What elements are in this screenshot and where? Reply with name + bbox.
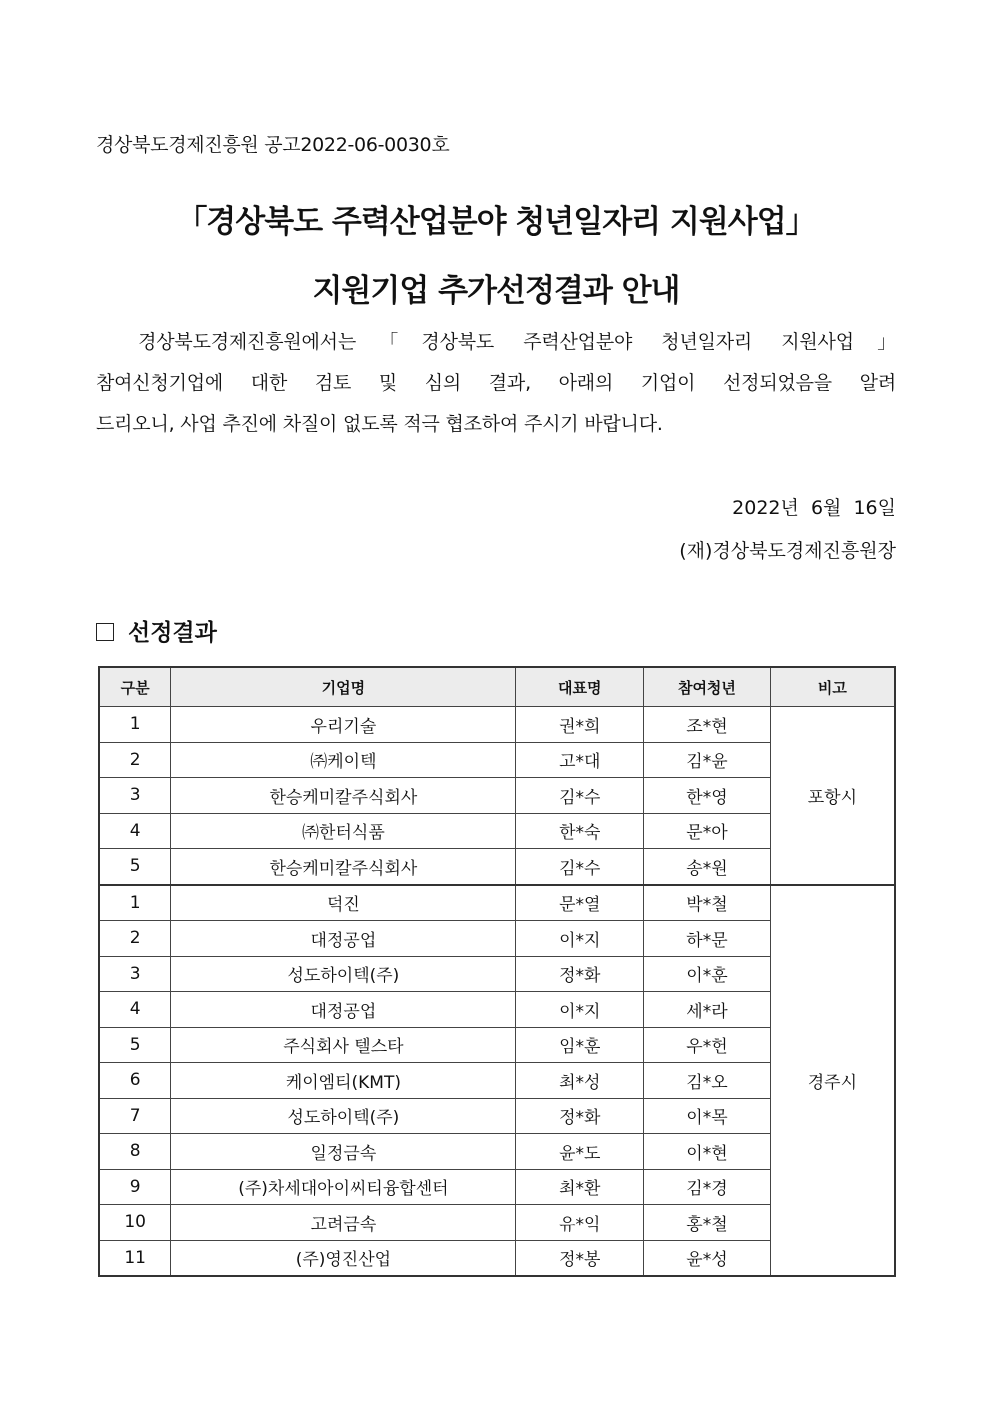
row-number-cell: 3 — [99, 956, 171, 992]
representative-cell: 이*지 — [516, 992, 644, 1028]
participant-cell: 문*아 — [644, 813, 771, 849]
table-header-row — [99, 667, 895, 707]
row-number-cell: 10 — [99, 1205, 171, 1241]
participant-cell: 한*영 — [644, 778, 771, 814]
company-name-cell: ㈜한터식품 — [171, 813, 516, 849]
participant-cell: 박*철 — [644, 885, 771, 921]
representative-cell: 최*환 — [516, 1169, 644, 1205]
results-table — [98, 666, 896, 1277]
header-cell: 비고 — [770, 667, 895, 707]
row-number-cell: 11 — [99, 1240, 171, 1276]
section-title: 선정결과 — [128, 619, 217, 646]
body-line: 경상북도경제진흥원에서는「경상북도 주력산업분야 청년일자리 지원사업」 — [96, 331, 896, 353]
row-number-cell: 1 — [99, 885, 171, 921]
participant-cell: 윤*성 — [644, 1240, 771, 1276]
header-cell: 구분 — [99, 667, 171, 707]
participant-cell: 이*목 — [644, 1098, 771, 1134]
header-cell: 기업명 — [171, 667, 516, 707]
representative-cell: 정*화 — [516, 1098, 644, 1134]
table-row — [99, 707, 895, 743]
company-name-cell: (주)차세대아이씨티융합센터 — [171, 1169, 516, 1205]
company-name-cell: 한승케미칼주식회사 — [171, 849, 516, 885]
section-heading — [96, 614, 217, 647]
row-number-cell: 4 — [99, 813, 171, 849]
representative-cell: 한*숙 — [516, 813, 644, 849]
row-number-cell: 4 — [99, 992, 171, 1028]
company-name-cell: 우리기술 — [171, 707, 516, 743]
notice-body — [96, 322, 896, 445]
notice-number: 경상북도경제진흥원 공고2022-06-0030호 — [96, 134, 450, 156]
company-name-cell: ㈜케이텍 — [171, 742, 516, 778]
region-cell: 포항시 — [770, 707, 895, 885]
representative-cell: 임*훈 — [516, 1027, 644, 1063]
row-number-cell: 1 — [99, 707, 171, 743]
company-name-cell: 대정공업 — [171, 992, 516, 1028]
company-name-cell: 일정금속 — [171, 1134, 516, 1170]
row-number-cell: 2 — [99, 921, 171, 957]
row-number-cell: 5 — [99, 849, 171, 885]
company-name-cell: (주)영진산업 — [171, 1240, 516, 1276]
company-name-cell: 대정공업 — [171, 921, 516, 957]
participant-cell: 우*헌 — [644, 1027, 771, 1063]
region-cell: 경주시 — [770, 885, 895, 1277]
representative-cell: 유*익 — [516, 1205, 644, 1241]
representative-cell: 윤*도 — [516, 1134, 644, 1170]
participant-cell: 하*문 — [644, 921, 771, 957]
participant-cell: 세*라 — [644, 992, 771, 1028]
company-name-cell: 덕진 — [171, 885, 516, 921]
table-row — [99, 885, 895, 921]
participant-cell: 이*훈 — [644, 956, 771, 992]
company-name-cell: 한승케미칼주식회사 — [171, 778, 516, 814]
company-name-cell: 성도하이텍(주) — [171, 956, 516, 992]
representative-cell: 김*수 — [516, 849, 644, 885]
representative-cell: 최*성 — [516, 1063, 644, 1099]
body-line: 드리오니, 사업 추진에 차질이 없도록 적극 협조하여 주시기 바랍니다. — [96, 413, 663, 435]
row-number-cell: 5 — [99, 1027, 171, 1063]
representative-cell: 고*대 — [516, 742, 644, 778]
table-body — [99, 707, 895, 1277]
representative-cell: 정*봉 — [516, 1240, 644, 1276]
row-number-cell: 7 — [99, 1098, 171, 1134]
representative-cell: 권*희 — [516, 707, 644, 743]
company-name-cell: 고려금속 — [171, 1205, 516, 1241]
issuer: (재)경상북도경제진흥원장 — [679, 540, 896, 562]
participant-cell: 김*오 — [644, 1063, 771, 1099]
checkbox-square-icon — [96, 623, 114, 641]
row-number-cell: 8 — [99, 1134, 171, 1170]
participant-cell: 이*현 — [644, 1134, 771, 1170]
participant-cell: 김*윤 — [644, 742, 771, 778]
header-cell: 대표명 — [516, 667, 644, 707]
participant-cell: 홍*철 — [644, 1205, 771, 1241]
representative-cell: 정*화 — [516, 956, 644, 992]
row-number-cell: 9 — [99, 1169, 171, 1205]
participant-cell: 조*현 — [644, 707, 771, 743]
body-line: 참여신청기업에 대한 검토 및 심의 결과, 아래의 기업이 선정되었음을 알려 — [96, 372, 896, 394]
representative-cell: 문*열 — [516, 885, 644, 921]
row-number-cell: 3 — [99, 778, 171, 814]
notice-date: 2022년 6월 16일 — [732, 497, 896, 519]
header-cell: 참여청년 — [644, 667, 771, 707]
title-line-2: 지원기업 추가선정결과 안내 — [312, 273, 680, 309]
representative-cell: 이*지 — [516, 921, 644, 957]
participant-cell: 송*원 — [644, 849, 771, 885]
title-line-1: 「경상북도 주력산업분야 청년일자리 지원사업」 — [176, 204, 816, 240]
company-name-cell: 주식회사 텔스타 — [171, 1027, 516, 1063]
participant-cell: 김*경 — [644, 1169, 771, 1205]
company-name-cell: 성도하이텍(주) — [171, 1098, 516, 1134]
row-number-cell: 6 — [99, 1063, 171, 1099]
representative-cell: 김*수 — [516, 778, 644, 814]
company-name-cell: 케이엠티(KMT) — [171, 1063, 516, 1099]
row-number-cell: 2 — [99, 742, 171, 778]
